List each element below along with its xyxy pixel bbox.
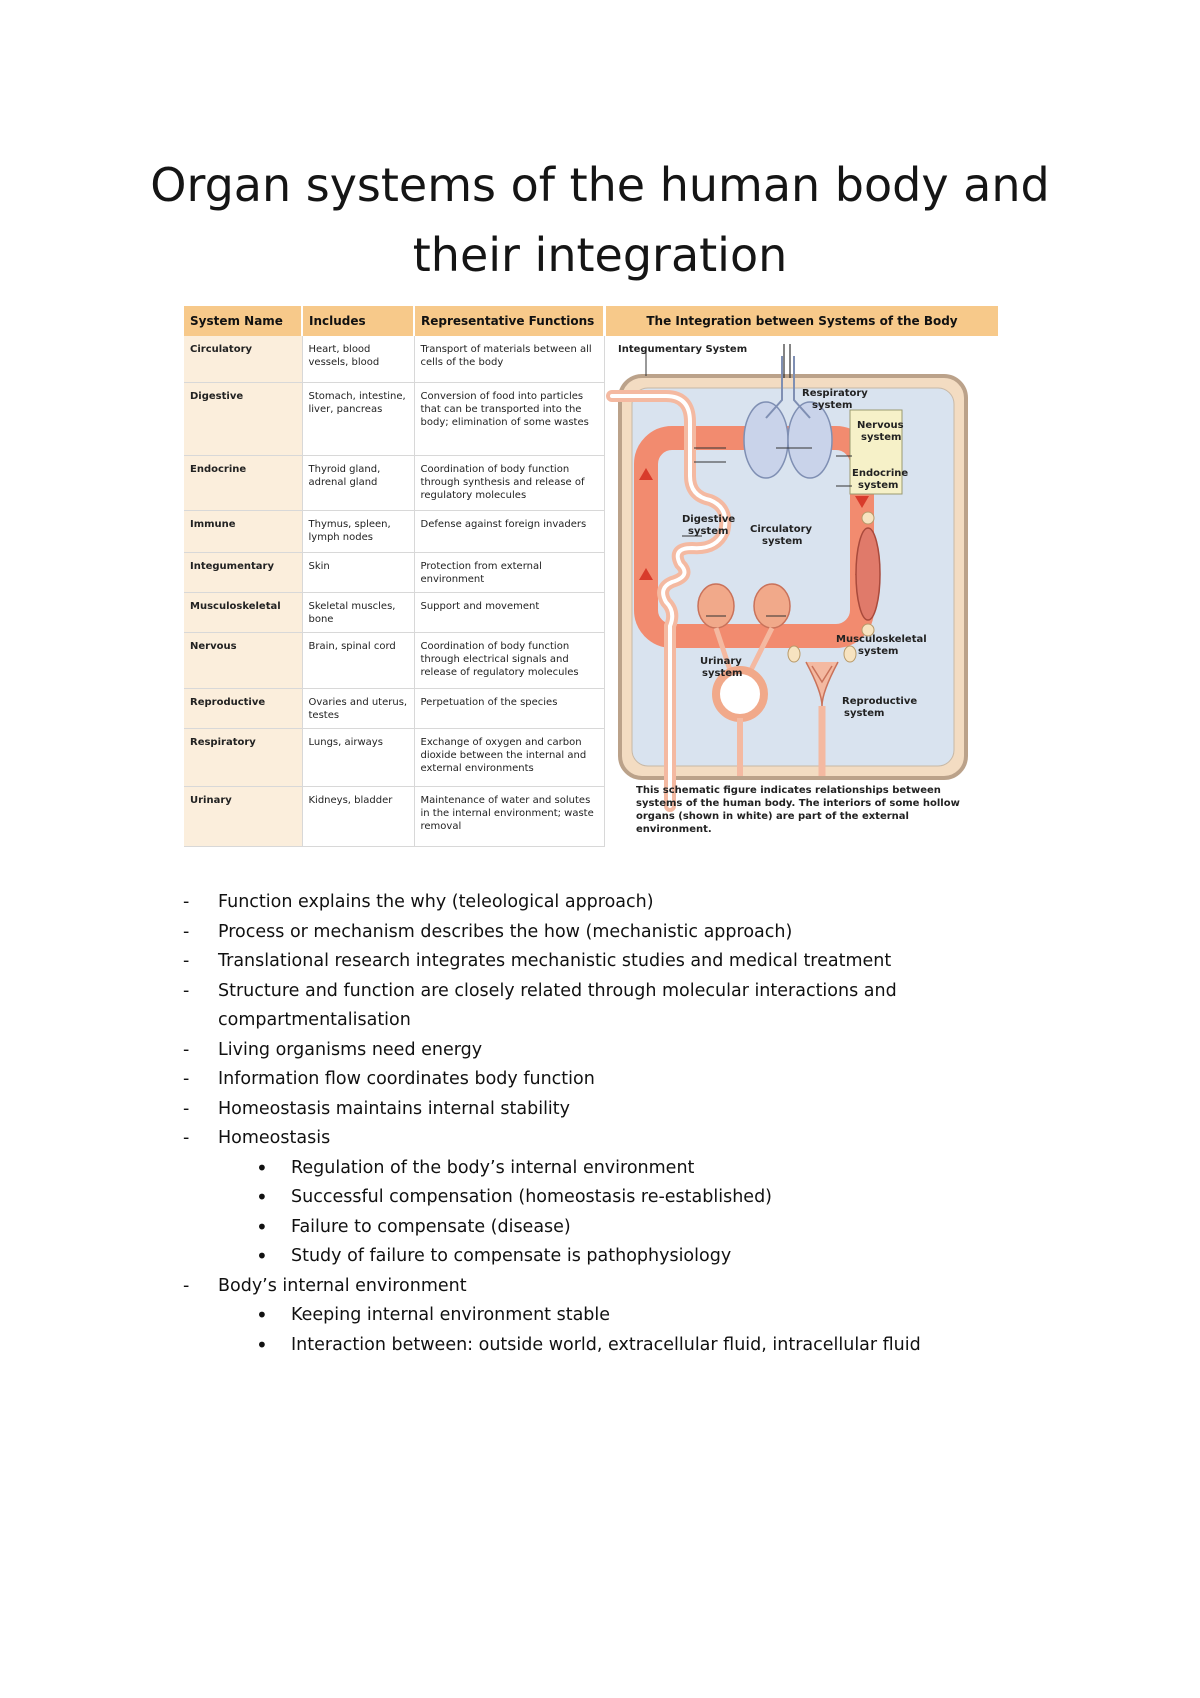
table-row [184, 455, 604, 510]
includes-cell: Kidneys, bladder [302, 786, 414, 846]
diagram-header: The Integration between Systems of the Body [606, 306, 998, 336]
lung-left-icon [744, 402, 788, 478]
body-systems-diagram [606, 336, 998, 850]
system-name-cell: Digestive [184, 382, 302, 455]
lung-right-icon [788, 402, 832, 478]
kidney-right-icon [754, 584, 790, 628]
label-circulatory-2: system [762, 536, 803, 547]
label-respiratory-1: Respiratory [802, 388, 868, 399]
label-endocrine-1: Endocrine [852, 468, 909, 479]
function-cell: Coordination of body function through electrical signals and release of regulatory molecules [414, 632, 604, 688]
label-urinary-1: Urinary [700, 656, 742, 667]
table-row [184, 552, 604, 592]
list-item: - Structure and function are closely related through molecular interactions and [183, 977, 1083, 1007]
function-cell: Conversion of food into particles that can be transported into the body; elimination of some wastes [414, 382, 604, 455]
includes-cell: Heart, blood vessels, blood [302, 336, 414, 382]
table-row [184, 632, 604, 688]
muscle-icon [856, 528, 880, 620]
header-includes: Includes [302, 306, 414, 336]
ovary-left-icon [788, 646, 800, 662]
notes-list [183, 888, 1083, 1360]
function-cell: Exchange of oxygen and carbon dioxide between the internal and external environments [414, 728, 604, 786]
label-digestive-2: system [688, 526, 729, 537]
sub-list-item: • Failure to compensate (disease) [183, 1213, 1083, 1243]
table-row [184, 786, 604, 846]
label-nervous-1: Nervous [857, 420, 904, 431]
includes-cell: Skeletal muscles, bone [302, 592, 414, 632]
list-item: - Living organisms need energy [183, 1036, 1083, 1066]
function-cell: Maintenance of water and solutes in the internal environment; waste removal [414, 786, 604, 846]
label-musculoskeletal-1: Musculoskeletal [836, 634, 927, 645]
table-row [184, 592, 604, 632]
label-digestive-1: Digestive [682, 514, 736, 525]
list-item: - Body’s internal environment [183, 1272, 1083, 1302]
sub-list-item: • Study of failure to compensate is pathophysiology [183, 1242, 1083, 1272]
ovary-right-icon [844, 646, 856, 662]
list-item: - Information flow coordinates body function [183, 1065, 1083, 1095]
header-functions: Representative Functions [414, 306, 604, 336]
bone-end-top-icon [862, 512, 874, 524]
list-item: - Function explains the why (teleological approach) [183, 888, 1083, 918]
label-reproductive-2: system [844, 708, 885, 719]
table-header-row [184, 306, 604, 336]
table-row [184, 336, 604, 382]
diagram-caption: This schematic figure indicates relationships between systems of the human body. The interiors of some hollow organs (shown in white) are part of the external environment. [636, 785, 960, 835]
includes-cell: Lungs, airways [302, 728, 414, 786]
title-line-1: Organ systems of the human body and [150, 158, 1050, 212]
list-item: - Homeostasis [183, 1124, 1083, 1154]
list-item: - Translational research integrates mechanistic studies and medical treatment [183, 947, 1083, 977]
includes-cell: Brain, spinal cord [302, 632, 414, 688]
sub-list-item: • Successful compensation (homeostasis re-established) [183, 1183, 1083, 1213]
organ-systems-figure [184, 306, 998, 850]
label-endocrine-2: system [858, 480, 899, 491]
list-item: - Homeostasis maintains internal stability [183, 1095, 1083, 1125]
function-cell: Support and movement [414, 592, 604, 632]
title-line-2: their integration [412, 228, 788, 282]
label-reproductive-1: Reproductive [842, 696, 918, 707]
label-nervous-2: system [861, 432, 902, 443]
system-name-cell: Musculoskeletal [184, 592, 302, 632]
system-name-cell: Respiratory [184, 728, 302, 786]
system-name-cell: Integumentary [184, 552, 302, 592]
system-name-cell: Immune [184, 510, 302, 552]
system-name-cell: Nervous [184, 632, 302, 688]
function-cell: Protection from external environment [414, 552, 604, 592]
label-urinary-2: system [702, 668, 743, 679]
header-system-name: System Name [184, 306, 302, 336]
function-cell: Defense against foreign invaders [414, 510, 604, 552]
table-row [184, 688, 604, 728]
system-name-cell: Reproductive [184, 688, 302, 728]
includes-cell: Thymus, spleen, lymph nodes [302, 510, 414, 552]
includes-cell: Thyroid gland, adrenal gland [302, 455, 414, 510]
label-integumentary: Integumentary System [618, 344, 748, 355]
includes-cell: Stomach, intestine, liver, pancreas [302, 382, 414, 455]
organ-systems-table [184, 306, 605, 847]
system-name-cell: Circulatory [184, 336, 302, 382]
function-cell: Coordination of body function through synthesis and release of regulatory molecules [414, 455, 604, 510]
sub-list-item: • Keeping internal environment stable [183, 1301, 1083, 1331]
list-item: - Process or mechanism describes the how (mechanistic approach) [183, 918, 1083, 948]
page-title [150, 150, 1050, 290]
table-row [184, 510, 604, 552]
table-row [184, 728, 604, 786]
integumentary-arrow-icon [784, 344, 790, 378]
label-respiratory-2: system [812, 400, 853, 411]
includes-cell: Ovaries and uterus, testes [302, 688, 414, 728]
list-item-continuation: compartmentalisation [218, 1010, 411, 1030]
label-circulatory-1: Circulatory [750, 524, 813, 535]
function-cell: Perpetuation of the species [414, 688, 604, 728]
system-name-cell: Endocrine [184, 455, 302, 510]
kidney-left-icon [698, 584, 734, 628]
table-row [184, 382, 604, 455]
sub-list-item: • Interaction between: outside world, extracellular fluid, intracellular fluid [183, 1331, 1083, 1361]
includes-cell: Skin [302, 552, 414, 592]
system-name-cell: Urinary [184, 786, 302, 846]
sub-list-item: • Regulation of the body’s internal environment [183, 1154, 1083, 1184]
label-musculoskeletal-2: system [858, 646, 899, 657]
function-cell: Transport of materials between all cells of the body [414, 336, 604, 382]
